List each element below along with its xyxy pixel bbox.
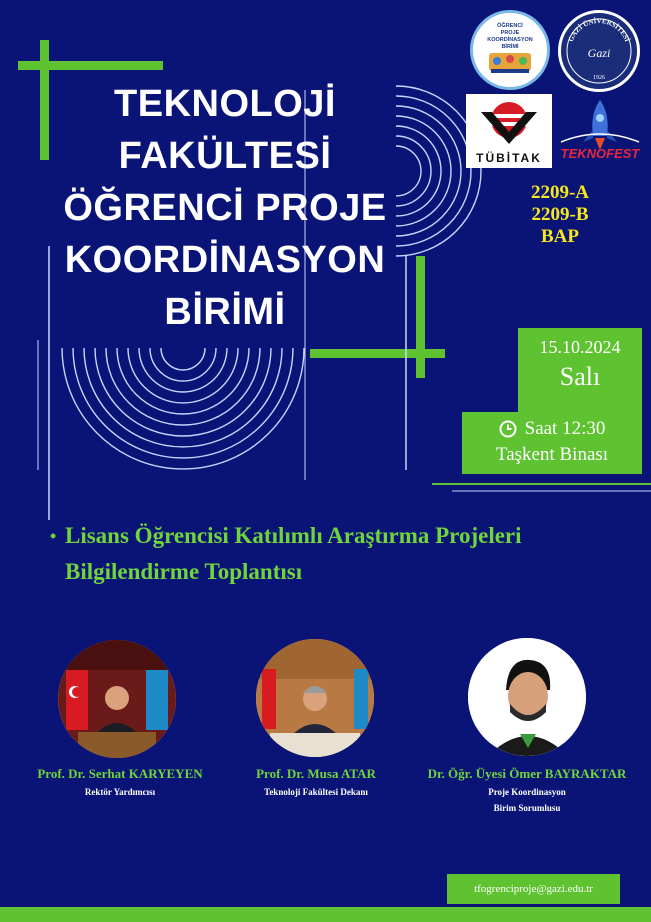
time-box [462, 412, 642, 474]
bottom-green-bar [0, 907, 651, 922]
svg-text:TÜBİTAK: TÜBİTAK [476, 151, 542, 165]
green-cross-horizontal [18, 61, 163, 70]
event-time: Saat 12:30 [524, 418, 606, 439]
headline-line-2: Bilgilendirme Toplantısı [65, 559, 303, 584]
title-line-5: BİRİMİ [164, 291, 286, 333]
page-title [40, 78, 410, 338]
title-line-1: TEKNOLOJİ [114, 83, 336, 125]
speaker-3-name: Dr. Öğr. Üyesi Ömer BAYRAKTAR [427, 766, 627, 781]
speaker-3-role-line-1: Proje Koordinasyon [488, 787, 566, 797]
title-line-2: FAKÜLTESİ [118, 135, 332, 177]
svg-text:GAZİ ÜNİVERSİTESİ: GAZİ ÜNİVERSİTESİ [566, 16, 632, 43]
gazi-university-logo [558, 10, 640, 92]
speaker-1-photo [58, 640, 176, 758]
headline-line-1: Lisans Öğrencisi Katılımlı Araştırma Projeleri [65, 523, 522, 548]
contact-email[interactable]: tfogrenciproje@gazi.edu.tr [447, 874, 620, 904]
green-cross-right-vertical [416, 256, 425, 378]
title-line-4: KOORDİNASYON [64, 239, 386, 281]
event-headline [50, 518, 640, 590]
green-cross-right-horizontal [310, 349, 445, 358]
event-location: Taşkent Binası [495, 444, 609, 465]
event-date: 15.10.2024 [539, 337, 621, 357]
arc-group-bottom [62, 348, 304, 469]
svg-text:ÖĞRENCİ: ÖĞRENCİ [497, 23, 523, 29]
svg-text:TEKNOFEST: TEKNOFEST [560, 146, 640, 161]
svg-text:Gazi: Gazi [587, 46, 611, 60]
speaker-3-role [427, 784, 627, 816]
code-2209b: 2209-B [531, 204, 589, 225]
speaker-2-photo [256, 639, 374, 757]
speaker-2-name: Prof. Dr. Musa ATAR [256, 766, 376, 781]
speaker-3-role-line-2: Birim Sorumlusu [493, 803, 561, 813]
tubitak-logo [466, 94, 552, 168]
speaker-2-role: Teknoloji Fakültesi Dekanı [264, 787, 368, 797]
unit-logo [470, 10, 550, 90]
svg-text:PROJE: PROJE [500, 30, 520, 36]
speaker-1-name: Prof. Dr. Serhat KARYEYEN [37, 766, 203, 781]
svg-text:BİRİMİ: BİRİMİ [501, 44, 519, 50]
event-day: Salı [559, 362, 601, 391]
date-box [518, 328, 642, 412]
program-codes [500, 182, 620, 248]
svg-text:1926: 1926 [593, 75, 605, 81]
title-line-3: ÖĞRENCİ PROJE [63, 187, 387, 229]
speaker-3-photo [468, 638, 586, 756]
code-bap: BAP [541, 226, 579, 247]
code-2209a: 2209-A [530, 182, 590, 203]
teknofest-logo [555, 96, 645, 168]
svg-text:KOORDİNASYON: KOORDİNASYON [487, 37, 533, 43]
speaker-1-role: Rektör Yardımcısı [84, 787, 156, 797]
bullet-icon: • [50, 526, 57, 546]
clock-icon [499, 420, 517, 438]
